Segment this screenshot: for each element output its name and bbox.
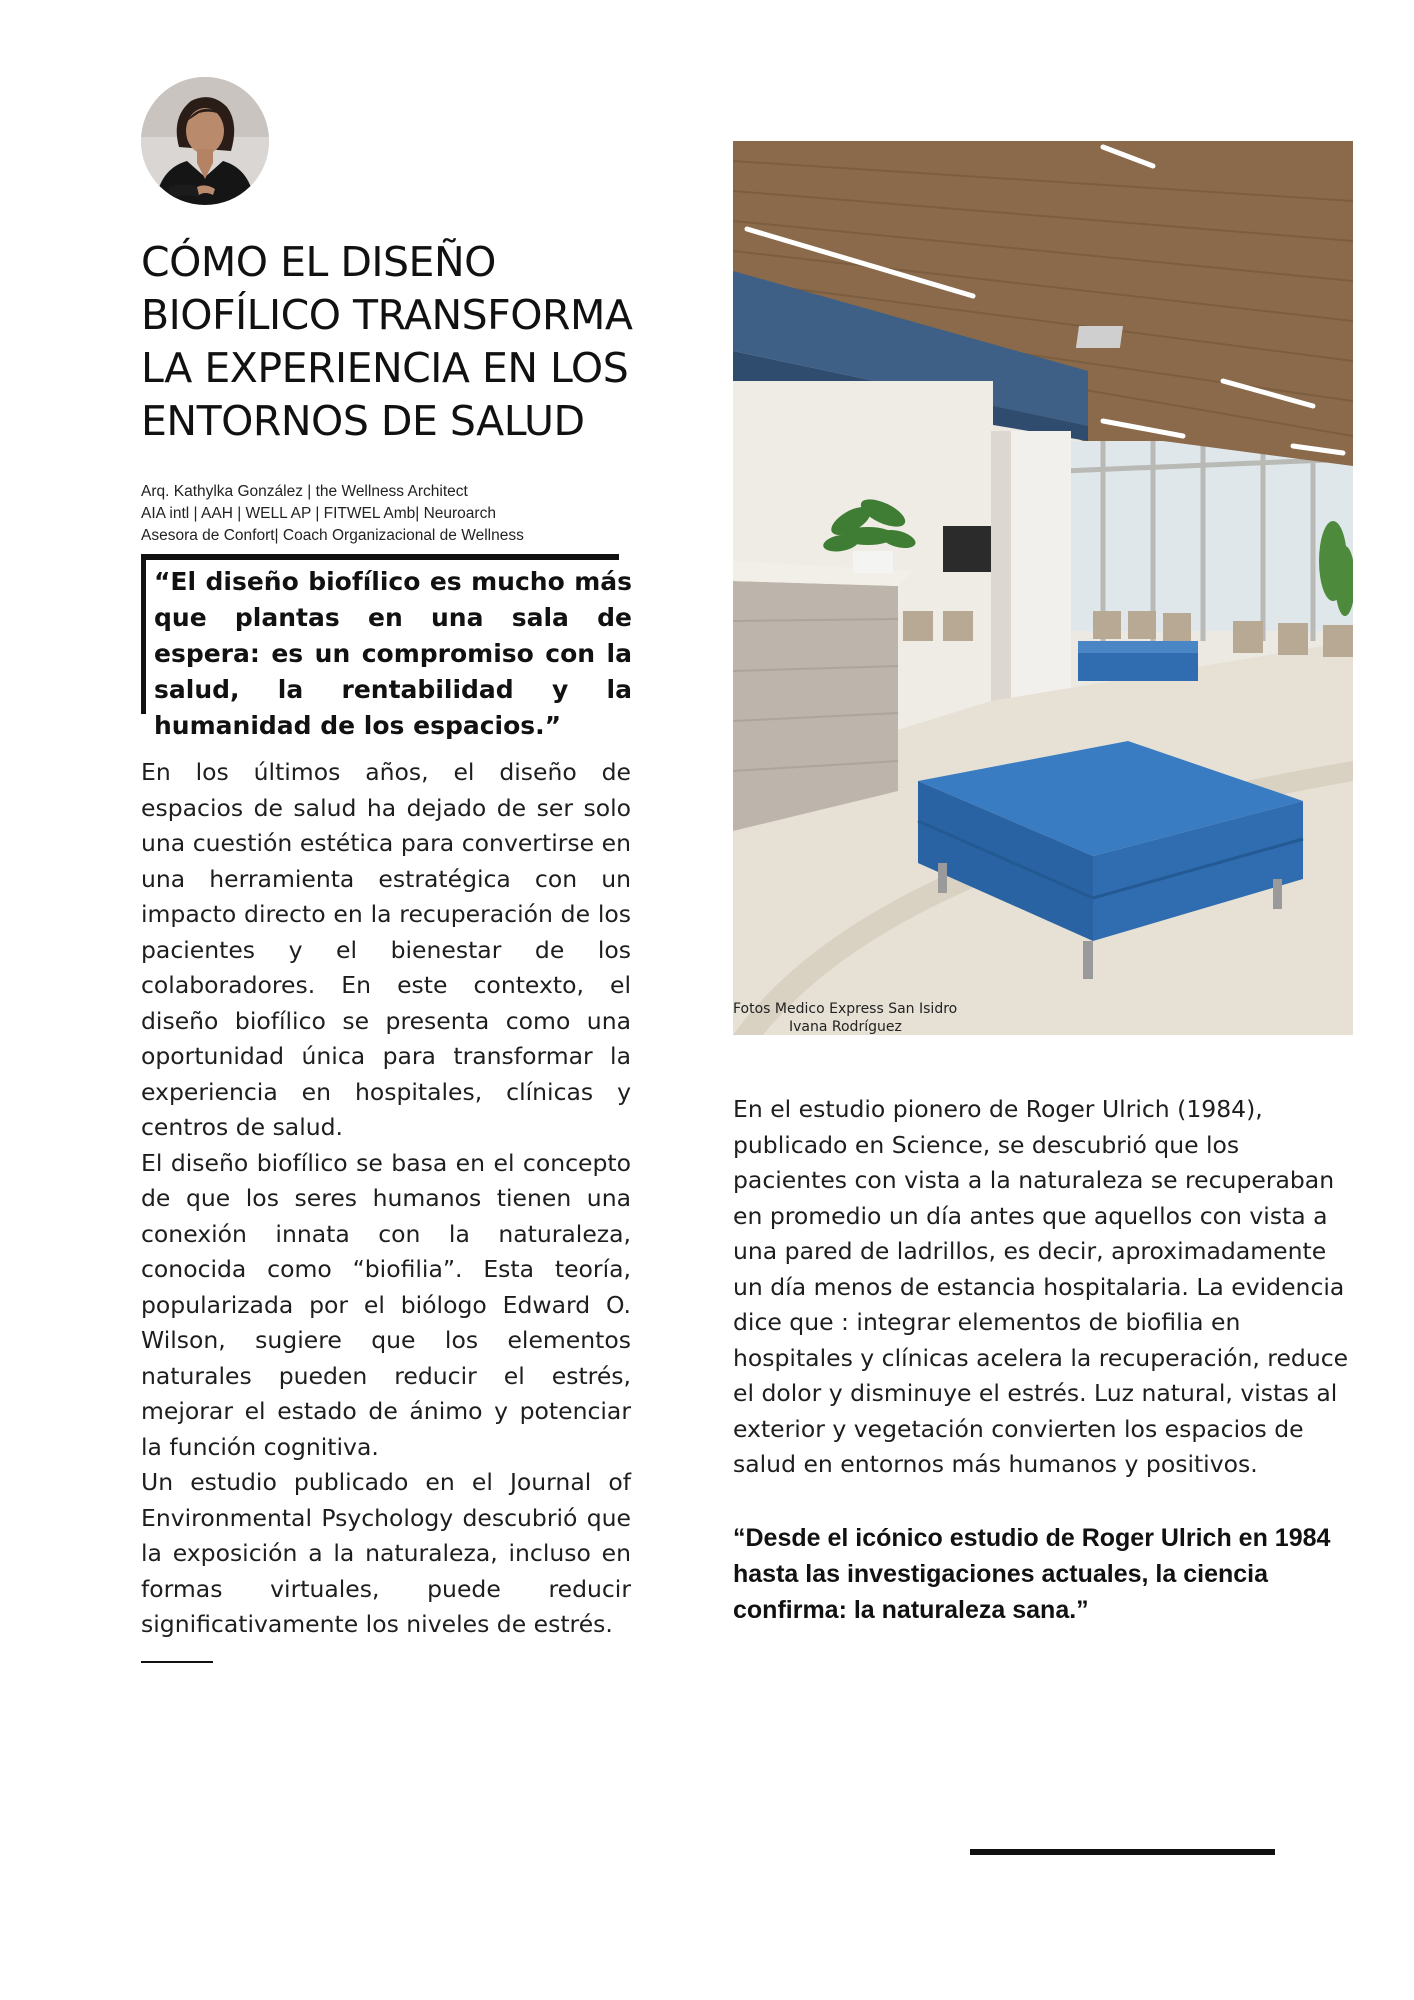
title-line: BIOFÍLICO TRANSFORMA [141, 291, 633, 339]
title-line: LA EXPERIENCIA EN LOS [141, 344, 629, 392]
photo-caption [733, 1000, 993, 1036]
caption-line: Fotos Medico Express San Isidro [733, 1001, 958, 1017]
waiting-room-image [733, 141, 1353, 1035]
pull-quote: “El diseño biofílico es mucho más que plantas en una sala de espera: es un compromiso con la salud, la rentabilidad y la humanidad de los espacios.” [154, 567, 632, 740]
author-credits [141, 481, 701, 547]
right-column-body [733, 1092, 1353, 1483]
end-rule [141, 1661, 213, 1663]
caption-line: Ivana Rodríguez [789, 1019, 902, 1035]
credit-line: Arq. Kathylka González | the Wellness Architect [141, 483, 468, 500]
author-portrait-icon [141, 77, 269, 205]
title-line: CÓMO EL DISEÑO [141, 238, 496, 286]
author-avatar [141, 77, 269, 205]
body-paragraph: Un estudio publicado en el Journal of Environmental Psychology descubrió que la exposición a la naturaleza, incluso en formas virtuales, puede reducir significativamente los niveles de estrés. [141, 1468, 631, 1638]
title-line: ENTORNOS DE SALUD [141, 397, 585, 445]
left-column-body [141, 755, 631, 1643]
quote-border-top [141, 554, 619, 560]
credit-line: AIA intl | AAH | WELL AP | FITWEL Amb| Neuroarch [141, 505, 496, 522]
article-title [141, 236, 701, 448]
body-paragraph: En el estudio pionero de Roger Ulrich (1984), publicado en Science, se descubrió que los pacientes con vista a la naturaleza se recuperaban en promedio un día antes que aquellos con vista a una pared de ladrillos, es decir, aproximadamente un día menos de estancia hospitalaria. La evidencia dice que : integrar elementos de biofilia en hospitales y clínicas acelera la recuperación, reduce el dolor y disminuye el estrés. Luz natural, vistas al exterior y vegetación convierten los espacios de salud en entornos más humanos y positivos. [733, 1095, 1349, 1478]
footer-rule [970, 1849, 1275, 1855]
closing-quote: “Desde el icónico estudio de Roger Ulrich en 1984 hasta las investigaciones actuales, la ciencia confirma: la naturaleza sana.” [733, 1524, 1331, 1624]
quote-border-left [141, 554, 146, 714]
credit-line: Asesora de Confort| Coach Organizacional de Wellness [141, 527, 524, 544]
body-paragraph: El diseño biofílico se basa en el concepto de que los seres humanos tienen una conexión innata con la naturaleza, conocida como “biofilia”. Esta teoría, popularizada por el biólogo Edward O. Wilson, sugiere que los elementos naturales pueden reducir el estrés, mejorar el estado de ánimo y potenciar la función cognitiva. [141, 1148, 631, 1461]
waiting-room-photo [733, 141, 1353, 1035]
body-paragraph: En los últimos años, el diseño de espacios de salud ha dejado de ser solo una cuestión estética para convertirse en una herramienta estratégica con un impacto directo en la recuperación de los pacientes y el bienestar de los colaboradores. En este contexto, el diseño biofílico se presenta como una oportunidad única para transformar la experiencia en hospitales, clínicas y centros de salud. [141, 758, 631, 1141]
